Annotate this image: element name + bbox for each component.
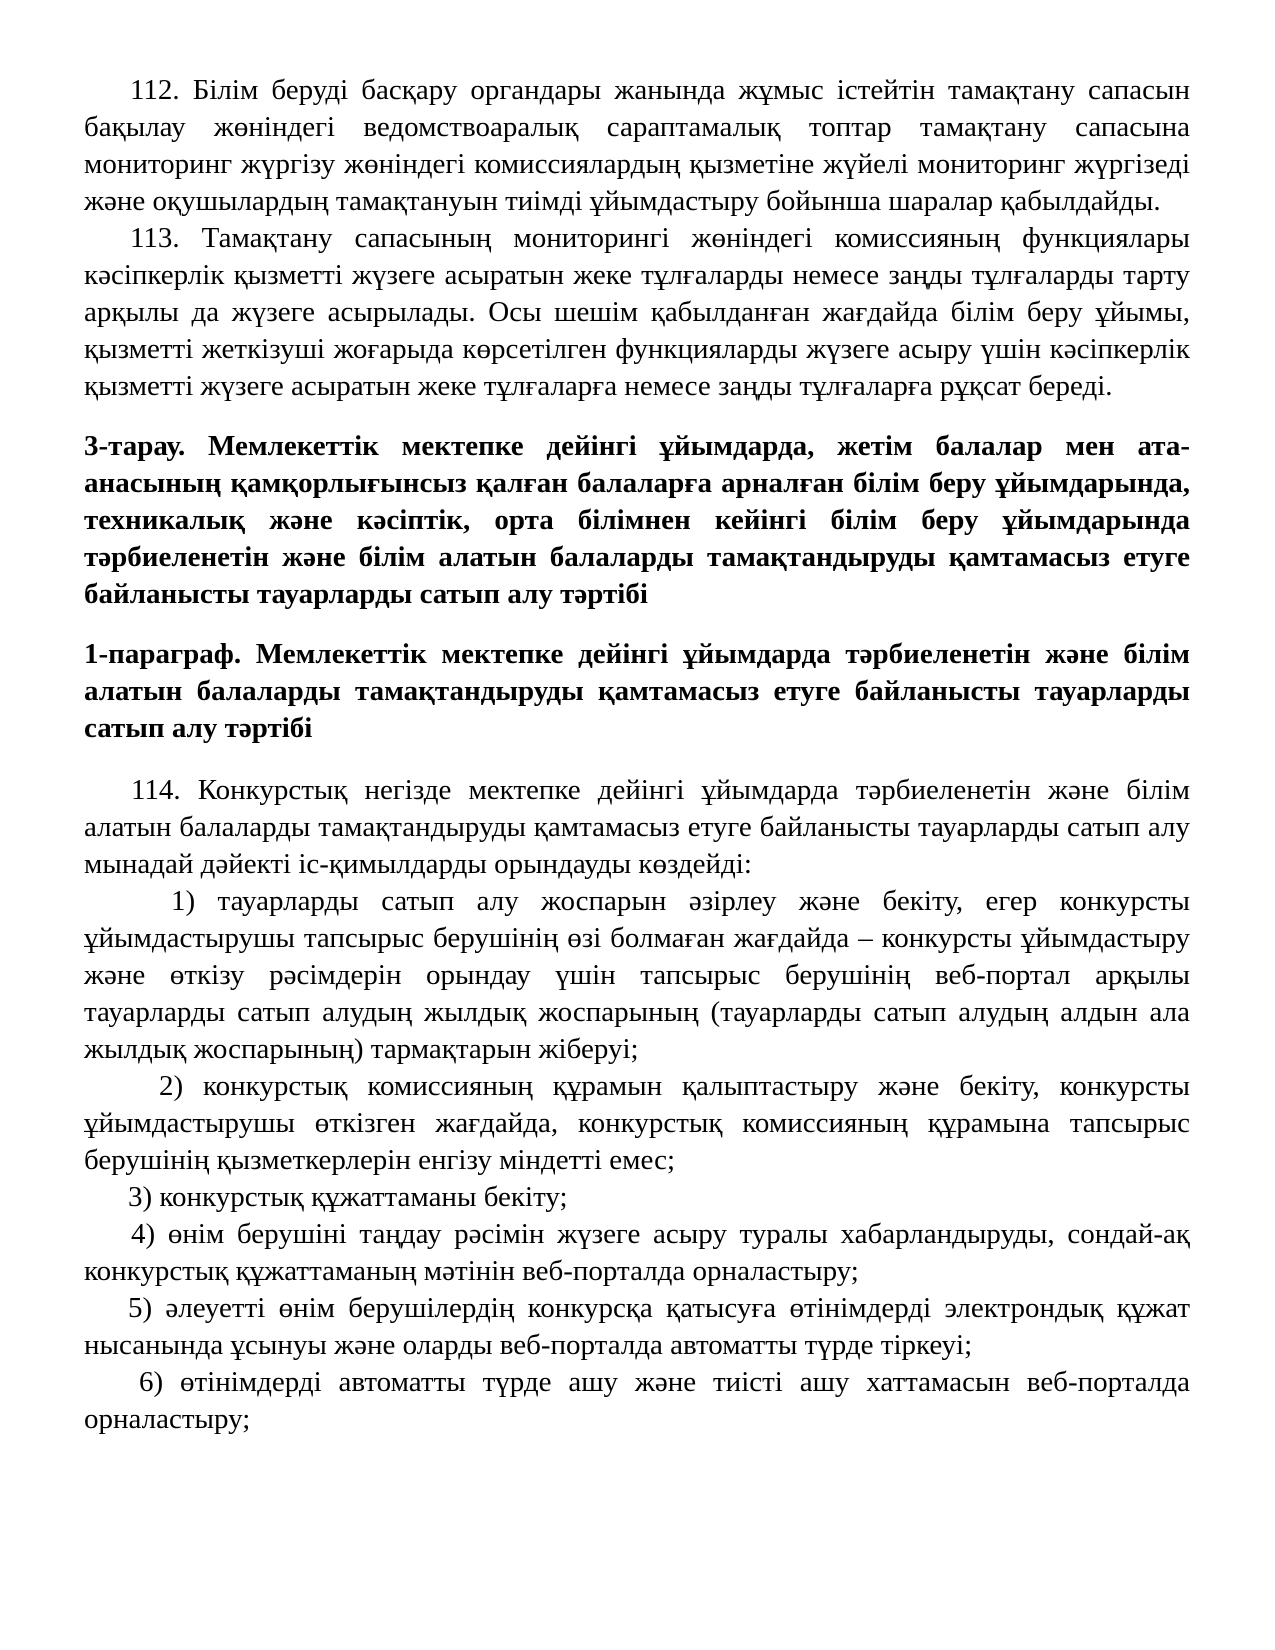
clause-113: 113. Тамақтану сапасының мониторингі жөніндегі комиссияның функциялары кәсіпкерлік қызметті жүзеге асыратын жеке тұлғаларды немесе заңды тұлғаларды тарту арқылы да жүзеге асырылады. Осы шешім қабылданған жағдайда білім беру ұйымы, қызметті жеткізуші жоғарыда көрсетілген функцияларды жүзеге асыру үшін кәсіпкерлік қызметті жүзеге асыратын жеке тұлғаларға немесе заңды тұлғаларға рұқсат береді. bbox=[84, 222, 1190, 402]
clause-114-item-4: 4) өнім берушіні таңдау рәсімін жүзеге асыру туралы хабарландыруды, сондай-ақ конкурстық құжаттаманың мәтінін веб-порталда орналастыру; bbox=[84, 1218, 1190, 1287]
clause-114-item-6: 6) өтінімдерді автоматты түрде ашу және тиісті ашу хаттамасын веб-порталда орналастыру; bbox=[84, 1366, 1190, 1435]
clause-114-item-3: 3) конкурстық құжаттаманы бекіту; bbox=[128, 1181, 568, 1213]
clause-114-intro: 114. Конкурстық негізде мектепке дейінгі ұйымдарда тәрбиеленетін және білім алатын балаларды тамақтандыруды қамтамасыз етуге байланысты тауарларды сатып алу мынадай дәйекті іс-қимылдарды орындауды көздейді: bbox=[84, 774, 1190, 880]
clause-112: 112. Білім беруді басқару органдары жанында жұмыс істейтін тамақтану сапасын бақылау жөніндегі ведомствоаралық сараптамалық топтар тамақтану сапасына мониторинг жүргізу жөніндегі комиссиялардың қызметіне жүйелі мониторинг жүргізеді және оқушылардың тамақтануын тиімді ұйымдастыру бойынша шаралар қабылдайды. bbox=[84, 74, 1190, 217]
clause-114-item-5: 5) әлеуетті өнім берушілердің конкурсқа қатысуға өтінімдерді электрондық құжат нысанында ұсынуы және оларды веб-порталда автоматты түрде тіркеуі; bbox=[84, 1292, 1190, 1361]
clause-114-item-1: 1) тауарларды сатып алу жоспарын әзірлеу және бекіту, егер конкурсты ұйымдастырушы тапсырыс берушінің өзі болмаған жағдайда – конкурсты ұйымдастыру және өткізу рәсімдерін орындау үшін тапсырыс берушінің веб-портал арқылы тауарларды сатып алудың жылдық жоспарының (тауарларды сатып алудың алдын ала жылдық жоспарының) тармақтарын жіберуі; bbox=[84, 885, 1190, 1065]
paragraph-1-heading: 1-параграф. Мемлекеттік мектепке дейінгі ұйымдарда тәрбиеленетін және білім алатын балаларды тамақтандыруды қамтамасыз етуге байланысты тауарларды сатып алу тәртібі bbox=[84, 638, 1190, 744]
clause-114-item-2: 2) конкурстық комиссияның құрамын қалыптастыру және бекіту, конкурсты ұйымдастырушы өткізген жағдайда, конкурстық комиссияның құрамына тапсырыс берушінің қызметкерлерін енгізу міндетті емес; bbox=[84, 1070, 1190, 1176]
chapter-3-heading: 3-тарау. Мемлекеттік мектепке дейінгі ұйымдарда, жетім балалар мен ата-анасының қамқорлығынсыз қалған балаларға арналған білім беру ұйымдарында, техникалық және кәсіптік, орта білімнен кейінгі білім беру ұйымдарында тәрбиеленетін және білім алатын балаларды тамақтандыруды қамтамасыз етуге байланысты тауарларды сатып алу тәртібі bbox=[84, 430, 1190, 610]
